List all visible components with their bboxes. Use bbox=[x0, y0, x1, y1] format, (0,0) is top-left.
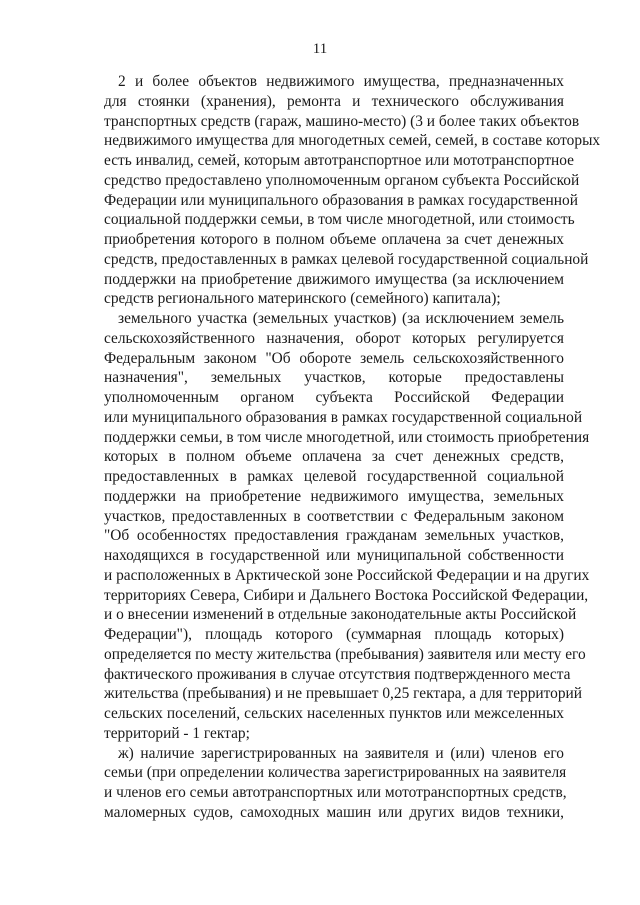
text-line: территориях Севера, Сибири и Дальнего Востока Российской Федерации, bbox=[104, 586, 589, 604]
text-line: средство предоставлено уполномоченным органом субъекта Российской bbox=[104, 171, 580, 189]
paragraph-item-zh bbox=[104, 744, 567, 823]
text-line: приобретения которого в полном объеме оплачена за счет денежных bbox=[104, 231, 564, 248]
text-line: поддержки на приобретение движимого имущества (за исключением bbox=[104, 270, 564, 288]
document-body bbox=[104, 72, 601, 823]
text-line: сельскохозяйственного назначения, оборот которых регулируется bbox=[104, 329, 564, 347]
text-line: семьи (при определении количества зарегистрированных на заявителя bbox=[104, 764, 567, 782]
text-line: земельного участка (земельных участков) (за исключением земель bbox=[118, 310, 564, 327]
text-line: находящихся в государственной или муниципальной собственности bbox=[104, 547, 564, 564]
paragraph-land-plot bbox=[104, 309, 590, 744]
text-line: жительства (пребывания) и не превышает 0,25 гектара, а для территорий bbox=[104, 685, 583, 703]
text-line: и о внесении изменений в отдельные законодательные акты Российской bbox=[104, 606, 577, 624]
text-line: Федерации или муниципального образования в рамках государственной bbox=[104, 191, 578, 209]
text-line: ж) наличие зарегистрированных на заявителя и (или) членов его bbox=[118, 744, 564, 762]
text-line: которых в полном объеме оплачена за счет денежных средств, bbox=[104, 448, 564, 466]
text-line: и расположенных в Арктической зоне Российской Федерации и на других bbox=[104, 566, 590, 584]
text-line: для стоянки (хранения), ремонта и технического обслуживания bbox=[104, 92, 564, 110]
text-line: Федерации"), площадь которого (суммарная площадь которых) bbox=[104, 626, 564, 643]
text-line: социальной поддержки семьи, в том числе многодетной, или стоимость bbox=[104, 211, 575, 229]
text-line: сельских поселений, сельских населенных пунктов или межселенных bbox=[104, 705, 564, 722]
text-line: территорий - 1 гектар; bbox=[104, 724, 250, 742]
text-line: предоставленных в рамках целевой государственной социальной bbox=[104, 468, 564, 485]
text-line: транспортных средств (гараж, машино-место) (3 и более таких объектов bbox=[104, 112, 580, 130]
text-line: "Об особенностях предоставления гражданам земельных участков, bbox=[104, 527, 564, 545]
text-line: поддержки семьи, в том числе многодетной, или стоимость приобретения bbox=[104, 428, 590, 446]
paragraph-vehicle-storage bbox=[104, 72, 601, 309]
text-line: назначения", земельных участков, которые предоставлены bbox=[104, 369, 564, 387]
text-line: участков, предоставленных в соответствии с Федеральным законом bbox=[104, 507, 564, 525]
text-line: средств регионального материнского (семейного) капитала); bbox=[104, 290, 501, 308]
text-line: Федеральным законом "Об обороте земель сельскохозяйственного bbox=[104, 349, 564, 367]
text-line: маломерных судов, самоходных машин или других видов техники, bbox=[104, 803, 564, 821]
text-line: определяется по месту жительства (пребывания) заявителя или месту его bbox=[104, 645, 586, 663]
text-line: фактического проживания в случае отсутствия подтвержденного места bbox=[104, 665, 571, 683]
text-line: и членов его семьи автотранспортных или мототранспортных средств, bbox=[104, 784, 567, 801]
text-line: поддержки на приобретение недвижимого имущества, земельных bbox=[104, 487, 564, 505]
text-line: уполномоченным органом субъекта Российской Федерации bbox=[104, 389, 564, 406]
page-number: 11 bbox=[312, 41, 328, 57]
text-line: средств, предоставленных в рамках целевой государственной социальной bbox=[104, 250, 589, 268]
text-line: есть инвалид, семей, которым автотранспортное или мототранспортное bbox=[104, 152, 575, 169]
text-line: недвижимого имущества для многодетных семей, семей, в составе которых bbox=[104, 132, 601, 150]
text-line: 2 и более объектов недвижимого имущества, предназначенных bbox=[118, 73, 564, 90]
text-line: или муниципального образования в рамках государственной социальной bbox=[104, 408, 583, 426]
